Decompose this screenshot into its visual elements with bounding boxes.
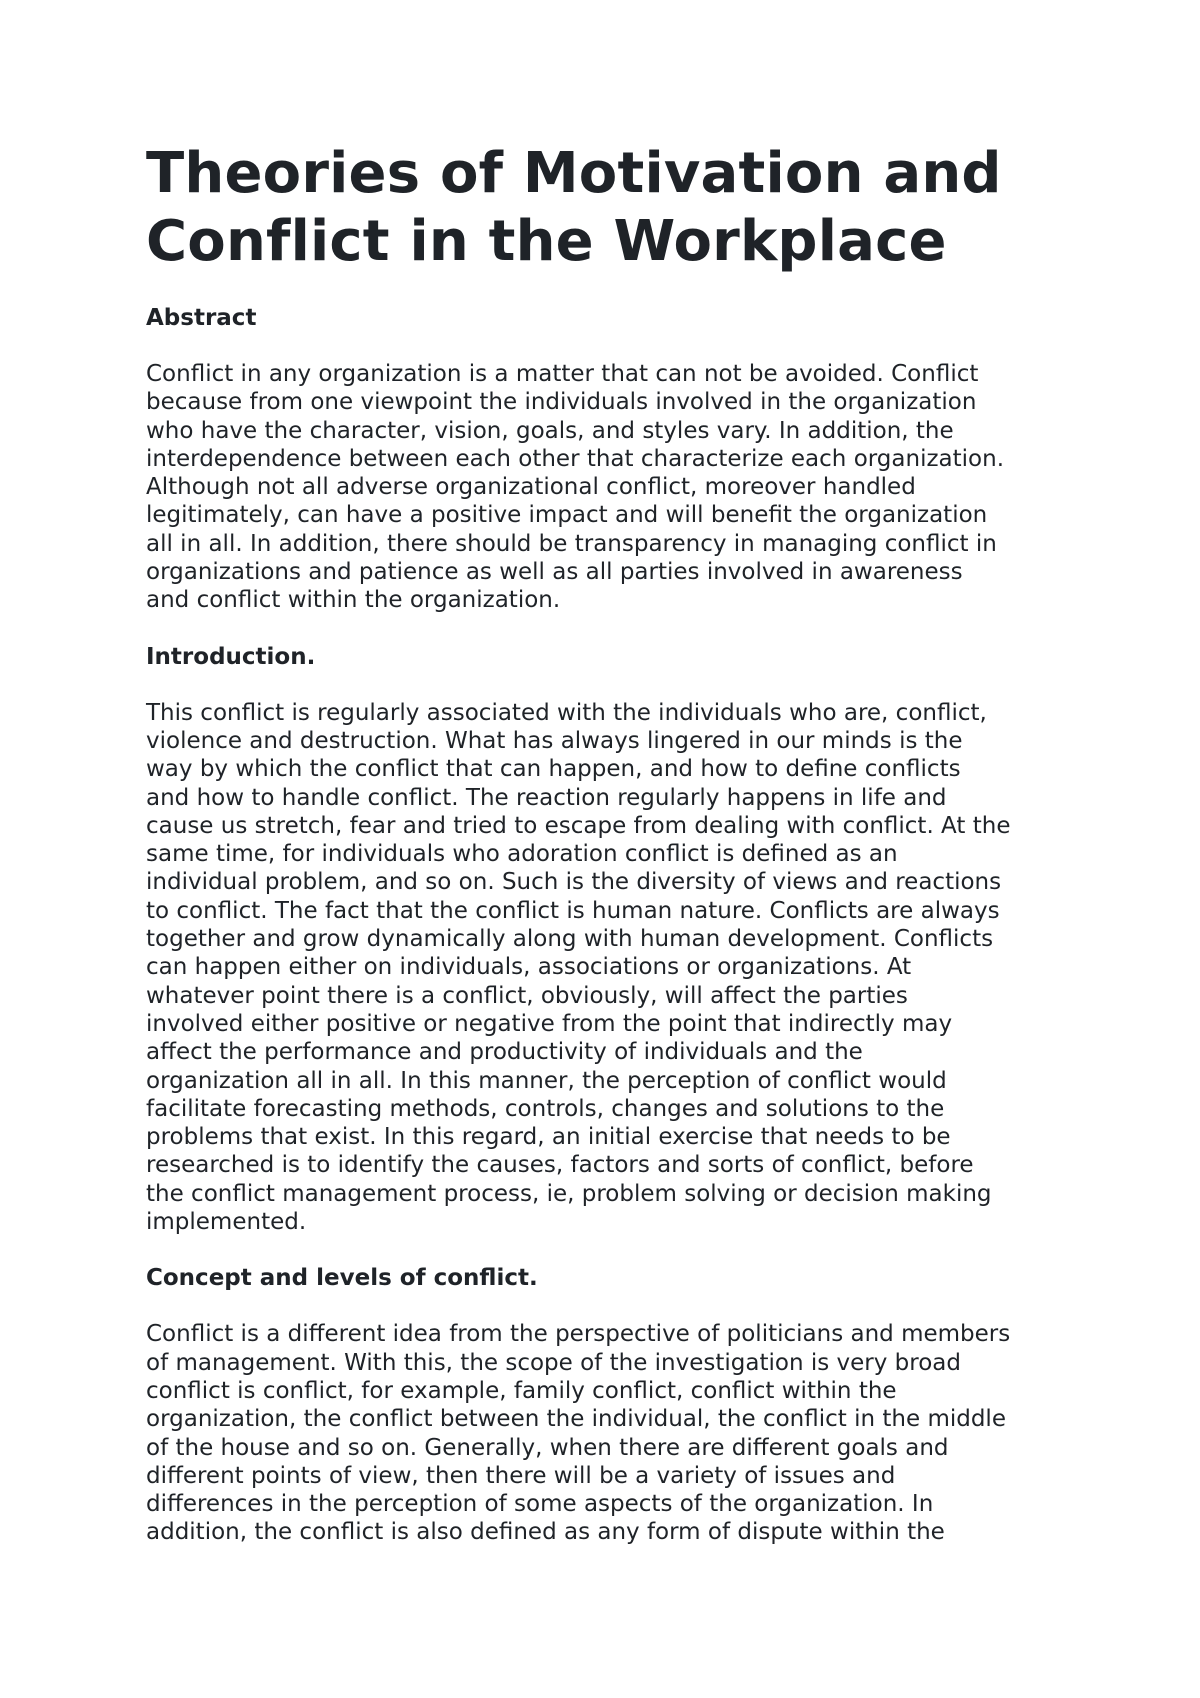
section-heading-concept: Concept and levels of conflict.: [146, 1265, 538, 1292]
document-page: [146, 140, 1076, 1547]
section-body-introduction: This conflict is regularly associated with the individuals who are, conflict, violence and destruction. What has always lingered in our minds is the way by which the conflict that can happen, and how to define conflicts and how to handle conflict. The reaction regularly happens in life and cause us stretch, fear and tried to escape from dealing with conflict. At the same time, for individuals who adoration conflict is defined as an individual problem, and so on. Such is the diversity of views and reactions to conflict. The fact that the conflict is human nature. Conflicts are always together and grow dynamically along with human development. Conflicts can happen either on individuals, associations or organizations. At whatever point there is a conflict, obviously, will affect the parties involved either positive or negative from the point that indirectly may affect the performance and productivity of individuals and the organization all in all. In this manner, the perception of conflict would facilitate forecasting methods, controls, changes and solutions to the problems that exist. In this regard, an initial exercise that needs to be researched is to identify the causes, factors and sorts of conflict, before the conflict management process, ie, problem solving or decision making implemented.: [146, 699, 1011, 1236]
section-body-concept: Conflict is a different idea from the perspective of politicians and members of management. With this, the scope of the investigation is very broad conflict is conflict, for example, family conflict, conflict within the organization, the conflict between the individual, the conflict in the middle of the house and so on. Generally, when there are different goals and different points of view, then there will be a variety of issues and differences in the perception of some aspects of the organization. In addition, the conflict is also defined as any form of dispute within the: [146, 1321, 1011, 1546]
section-body-abstract: Conflict in any organization is a matter that can not be avoided. Conflict because from one viewpoint the individuals involved in the organization who have the character, vision, goals, and styles vary. In addition, the interdependence between each other that characterize each organization. Although not all adverse organizational conflict, moreover handled legitimately, can have a positive impact and will benefit the organization all in all. In addition, there should be transparency in managing conflict in organizations and patience as well as all parties involved in awareness and conflict within the organization.: [146, 361, 1005, 614]
document-title: Theories of Motivation and Conflict in the Workplace: [146, 141, 1002, 274]
section-heading-abstract: Abstract: [146, 305, 257, 331]
section-heading-introduction: Introduction.: [146, 643, 316, 670]
